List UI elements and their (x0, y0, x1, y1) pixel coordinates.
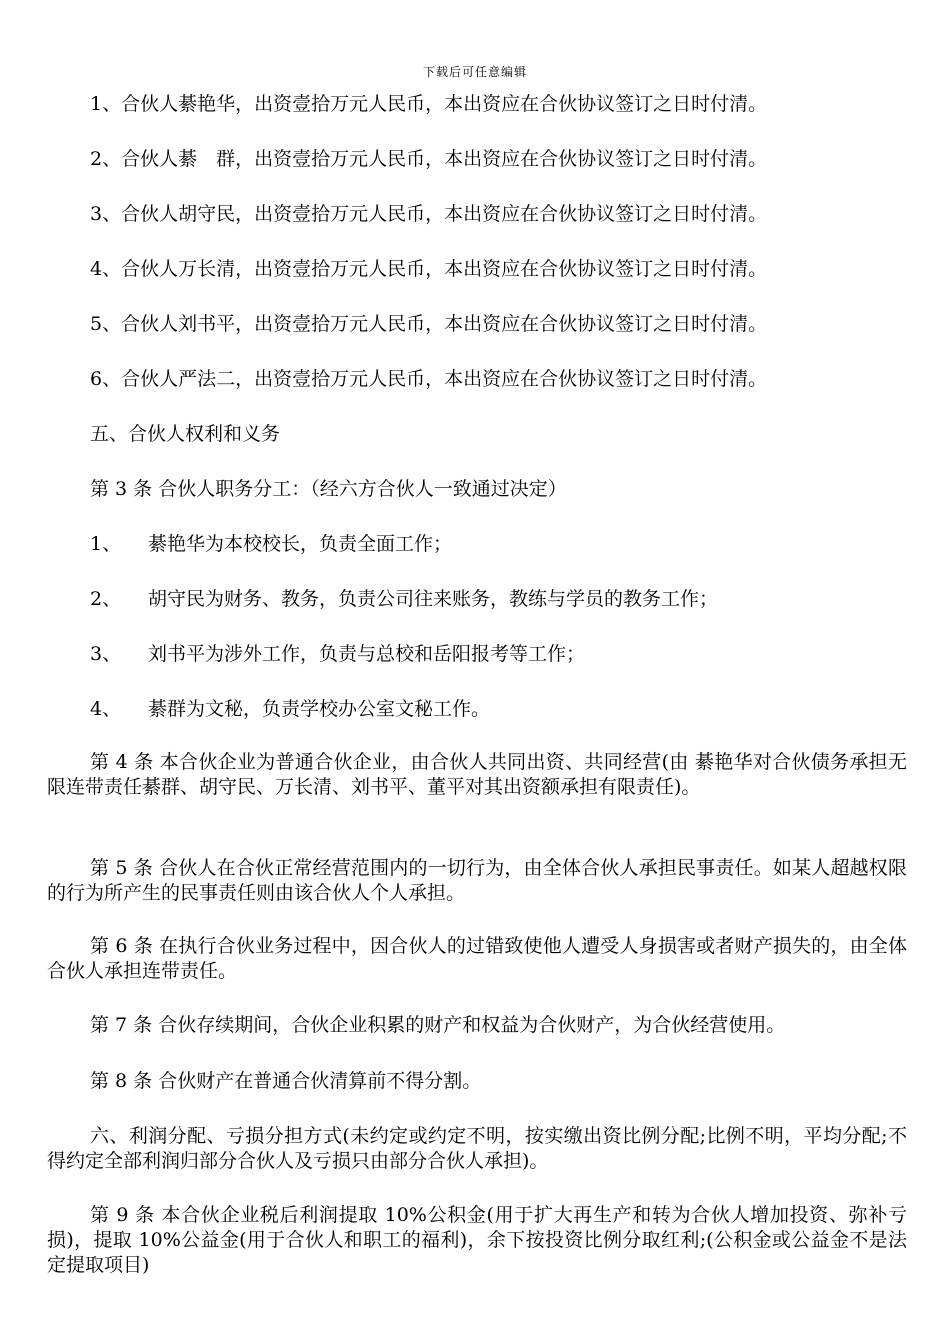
article-5: 第 5 条 合伙人在合伙正常经营范围内的一切行为，由全体合伙人承担民事责任。如某人超越权限的行为所产生的民事责任则由该合伙人个人承担。 (47, 857, 907, 904)
duty-item-4 (90, 697, 490, 721)
duty-number: 2、 (90, 588, 122, 610)
duty-text: 綦艳华为本校校长，负责全面工作； (148, 533, 453, 555)
article-7: 第 7 条 合伙存续期间，合伙企业积累的财产和权益为合伙财产，为合伙经营使用。 (90, 1014, 786, 1036)
duty-text: 綦群为文秘，负责学校办公室文秘工作。 (148, 698, 491, 720)
article-3: 第 3 条 合伙人职务分工：（经六方合伙人一致通过决定） (90, 478, 567, 500)
duty-text: 刘书平为涉外工作，负责与总校和岳阳报考等工作； (148, 643, 586, 665)
contribution-line-2: 2、合伙人綦 群，出资壹拾万元人民币，本出资应在合伙协议签订之日时付清。 (90, 148, 768, 170)
duty-number: 1、 (90, 533, 122, 555)
duty-number: 3、 (90, 643, 122, 665)
article-8: 第 8 条 合伙财产在普通合伙清算前不得分割。 (90, 1070, 482, 1092)
duty-item-1 (90, 532, 452, 556)
contribution-line-5: 5、合伙人刘书平，出资壹拾万元人民币，本出资应在合伙协议签订之日时付清。 (90, 313, 768, 335)
article-4: 第 4 条 本合伙企业为普通合伙企业，由合伙人共同出资、共同经营(由 綦艳华对合伙债务承担无限连带责任綦群、胡守民、万长清、刘书平、董平对其出资额承担有限责任)。 (47, 751, 907, 798)
contribution-line-1: 1、合伙人綦艳华，出资壹拾万元人民币，本出资应在合伙协议签订之日时付清。 (90, 93, 768, 115)
section-5-title: 五、合伙人权利和义务 (90, 423, 281, 445)
duty-number: 4、 (90, 698, 122, 720)
article-6: 第 6 条 在执行合伙业务过程中，因合伙人的过错致使他人遭受人身损害或者财产损失的，由全体合伙人承担连带责任。 (47, 935, 907, 982)
duty-item-3 (90, 642, 585, 666)
contribution-line-6: 6、合伙人严法二，出资壹拾万元人民币，本出资应在合伙协议签订之日时付清。 (90, 368, 768, 390)
contribution-line-3: 3、合伙人胡守民，出资壹拾万元人民币，本出资应在合伙协议签订之日时付清。 (90, 203, 768, 225)
duty-text: 胡守民为财务、教务，负责公司往来账务，教练与学员的教务工作； (148, 588, 719, 610)
duty-item-2 (90, 587, 718, 611)
section-6: 六、利润分配、亏损分担方式(未约定或约定不明，按实缴出资比例分配;比例不明，平均分配;不得约定全部利润归部分合伙人及亏损只由部分合伙人承担)。 (47, 1125, 907, 1172)
article-9: 第 9 条 本合伙企业税后利润提取 10%公积金(用于扩大再生产和转为合伙人增加投资、弥补亏损)，提取 10%公益金(用于合伙人和职工的福利)，余下按投资比例分取红利;(公积金或公益金不是法定提取项目) (47, 1204, 907, 1276)
contribution-line-4: 4、合伙人万长清，出资壹拾万元人民币，本出资应在合伙协议签订之日时付清。 (90, 258, 768, 280)
header-note: 下载后可任意编辑 (422, 65, 527, 79)
